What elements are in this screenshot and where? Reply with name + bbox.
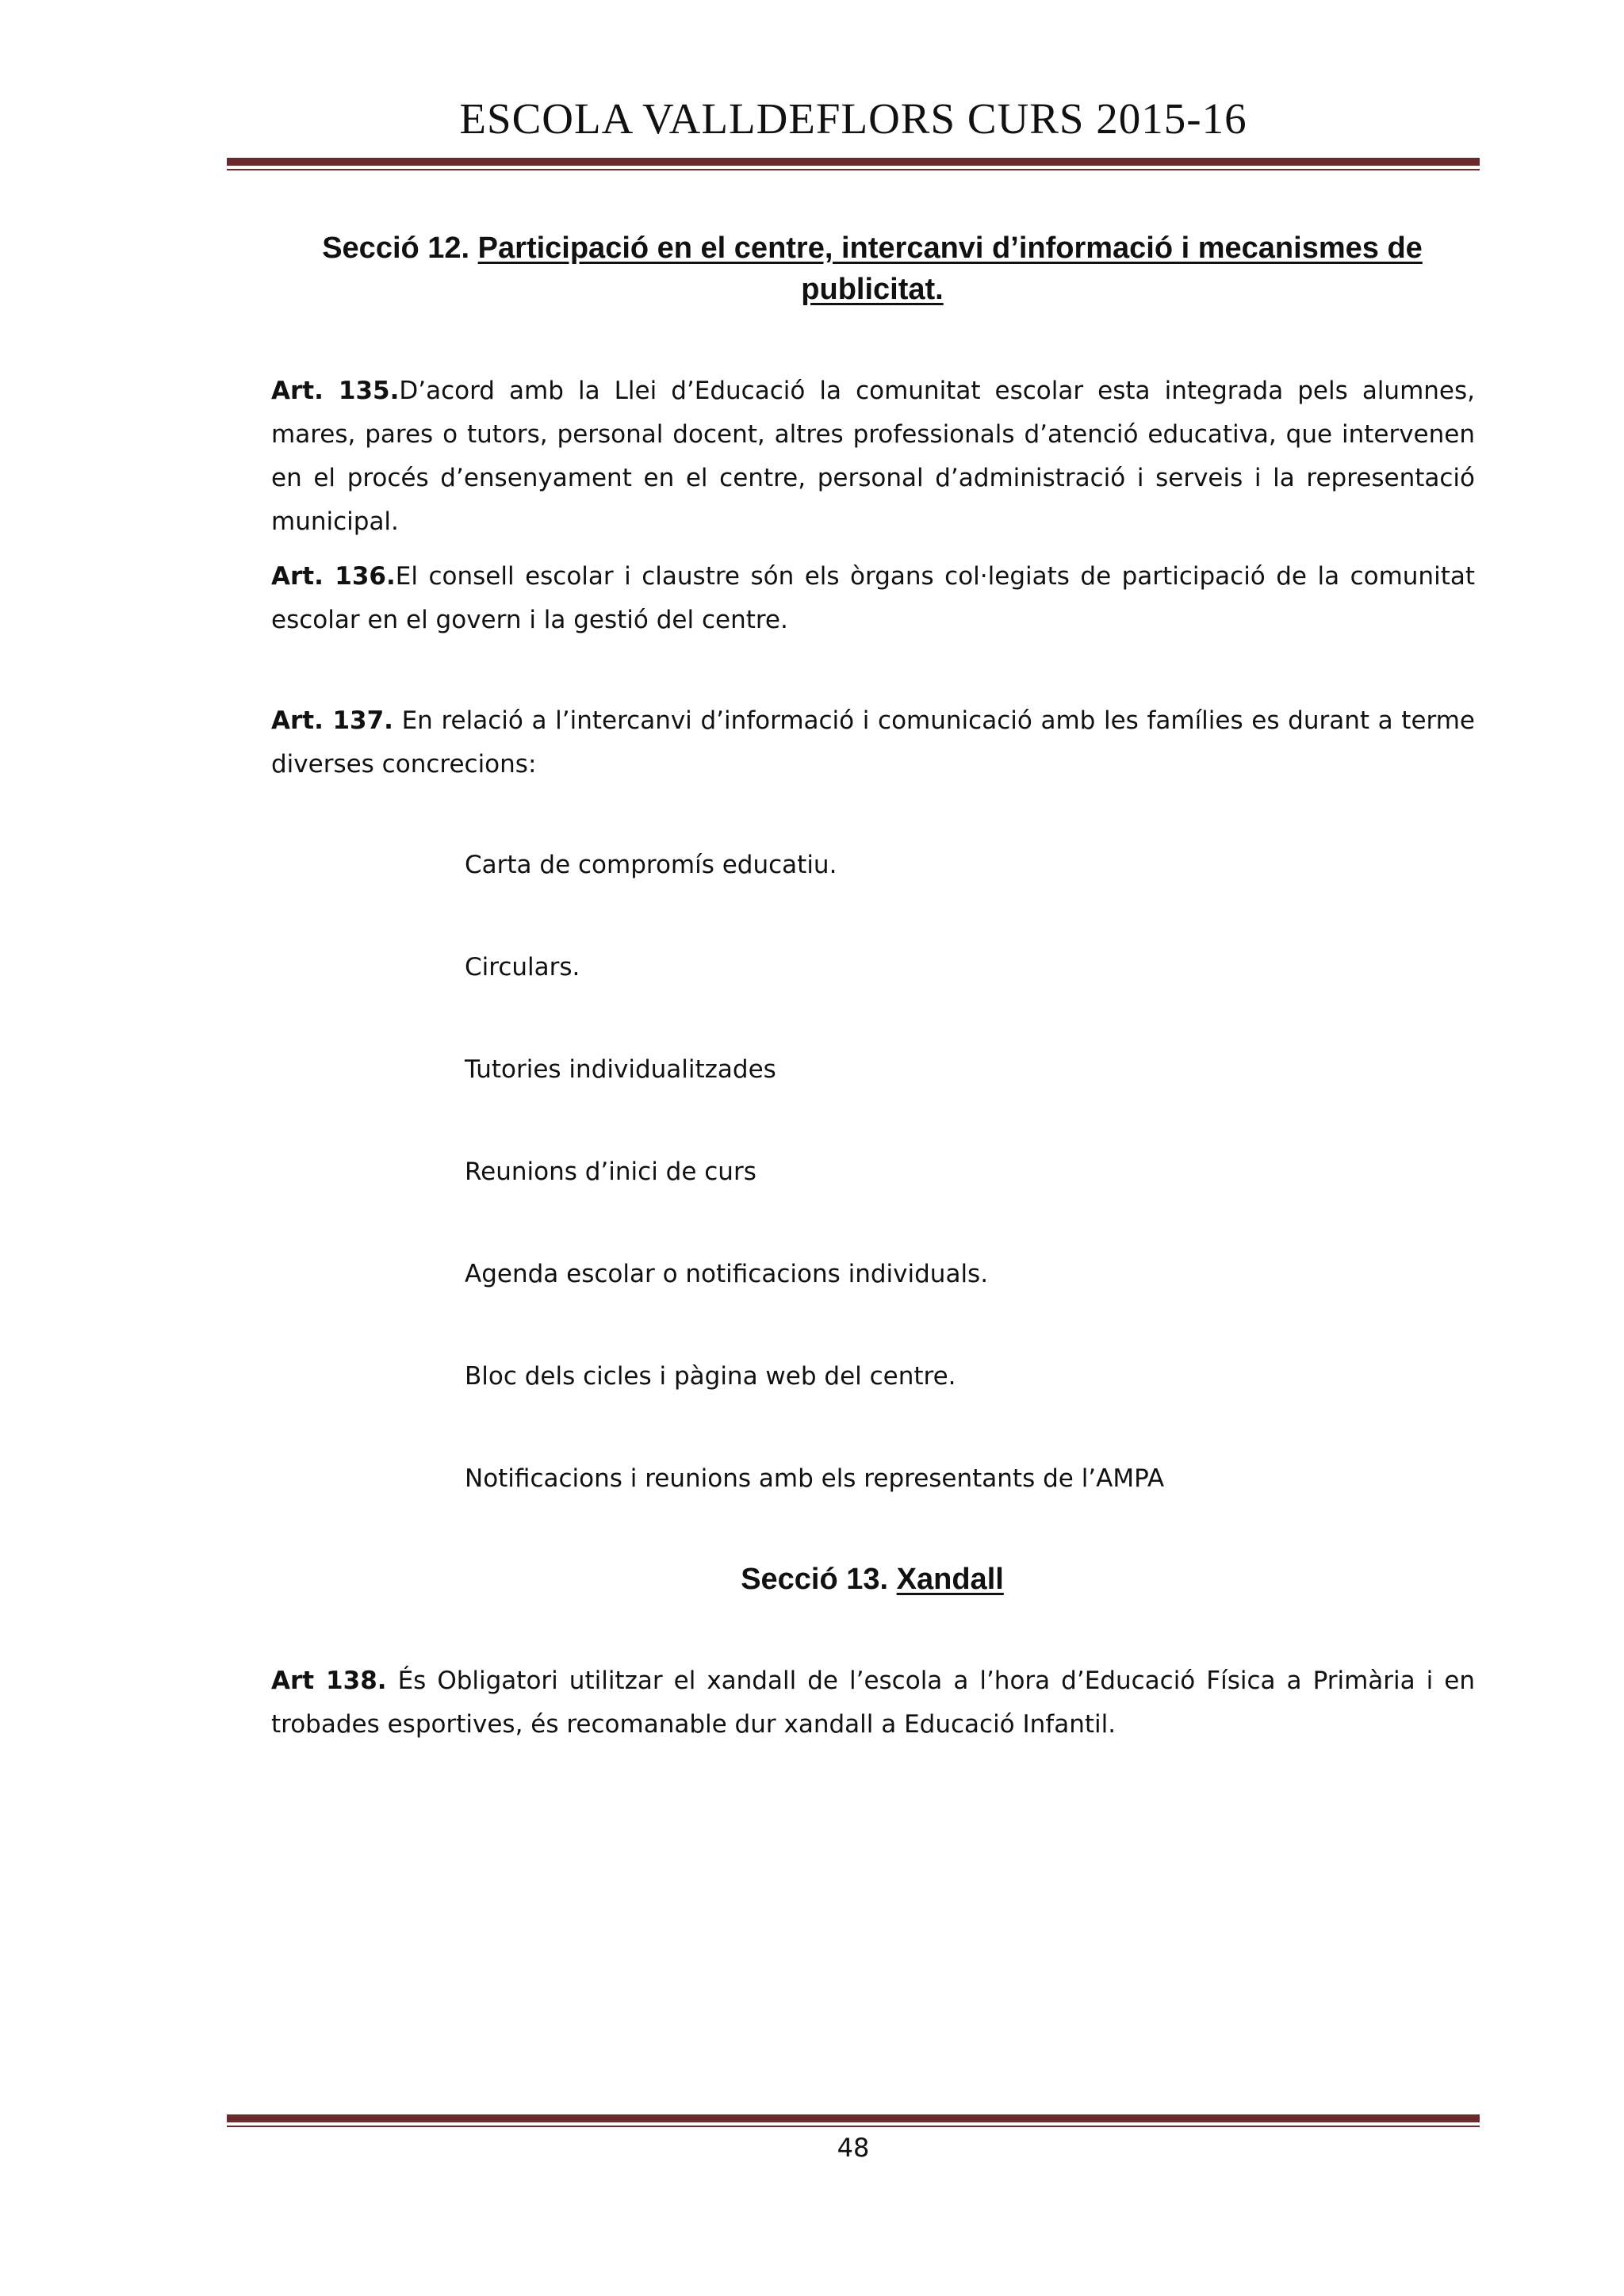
- section-13-prefix: Secció 13.: [741, 1563, 889, 1596]
- article-138-text: És Obligatori utilitzar el xandall de l’escola a l’hora d’Educació Física a Primària i en trobades esportives, és recomanable dur xandall a Educació Infantil.: [271, 1667, 1475, 1739]
- list-item: Agenda escolar o notificacions individuals.: [465, 1260, 989, 1288]
- header-rule-thin: [227, 169, 1480, 170]
- article-137-text: En relació a l’intercanvi d’informació i comunicació amb les famílies es durant a terme diverses concrecions:: [271, 706, 1476, 779]
- list-item: Tutories individualitzades: [465, 1055, 776, 1084]
- article-136: [271, 555, 1475, 642]
- page-number: 48: [837, 2133, 870, 2163]
- list-item: Reunions d’inici de curs: [465, 1158, 756, 1186]
- article-135: [271, 369, 1475, 544]
- header-rule: [227, 158, 1480, 170]
- article-135-text: D’acord amb la Llei d’Educació la comunitat escolar esta integrada pels alumnes, mares, pares o tutors, personal docent, altres professionals d’atenció educativa, que intervenen en el procés d’ensenyament en el centre, personal d’administració i serveis i la representació municipal.: [271, 377, 1475, 536]
- footer-rule-thick: [227, 2114, 1480, 2122]
- footer-rule: [227, 2114, 1480, 2127]
- header-rule-thick: [227, 158, 1480, 166]
- article-136-label: Art. 136.: [271, 562, 396, 591]
- section-13-heading: [270, 1559, 1475, 1600]
- header-title: ESCOLA VALLDEFLORS CURS 2015-16: [459, 94, 1247, 143]
- section-12-heading: [270, 228, 1475, 310]
- article-137-label: Art. 137.: [271, 706, 393, 735]
- list-item: Circulars.: [465, 953, 580, 982]
- list-item: Notificacions i reunions amb els representants de l’AMPA: [465, 1464, 1165, 1493]
- list-item: Bloc dels cicles i pàgina web del centre.: [465, 1362, 956, 1391]
- footer-rule-thin: [227, 2126, 1480, 2127]
- list-item: Carta de compromís educatiu.: [465, 851, 837, 879]
- section-13-title: Xandall: [896, 1563, 1004, 1596]
- article-138: [271, 1659, 1475, 1747]
- section-12-prefix: Secció 12.: [322, 232, 470, 265]
- article-138-label: Art 138.: [271, 1667, 387, 1695]
- communication-list: [465, 844, 1472, 1559]
- article-135-label: Art. 135.: [271, 377, 400, 405]
- section-12-title: Participació en el centre, intercanvi d’informació i mecanismes de publicitat.: [477, 232, 1423, 306]
- article-137: [271, 699, 1475, 786]
- article-136-text: El consell escolar i claustre són els òrgans col·legiats de participació de la comunitat escolar en el govern i la gestió del centre.: [271, 562, 1475, 634]
